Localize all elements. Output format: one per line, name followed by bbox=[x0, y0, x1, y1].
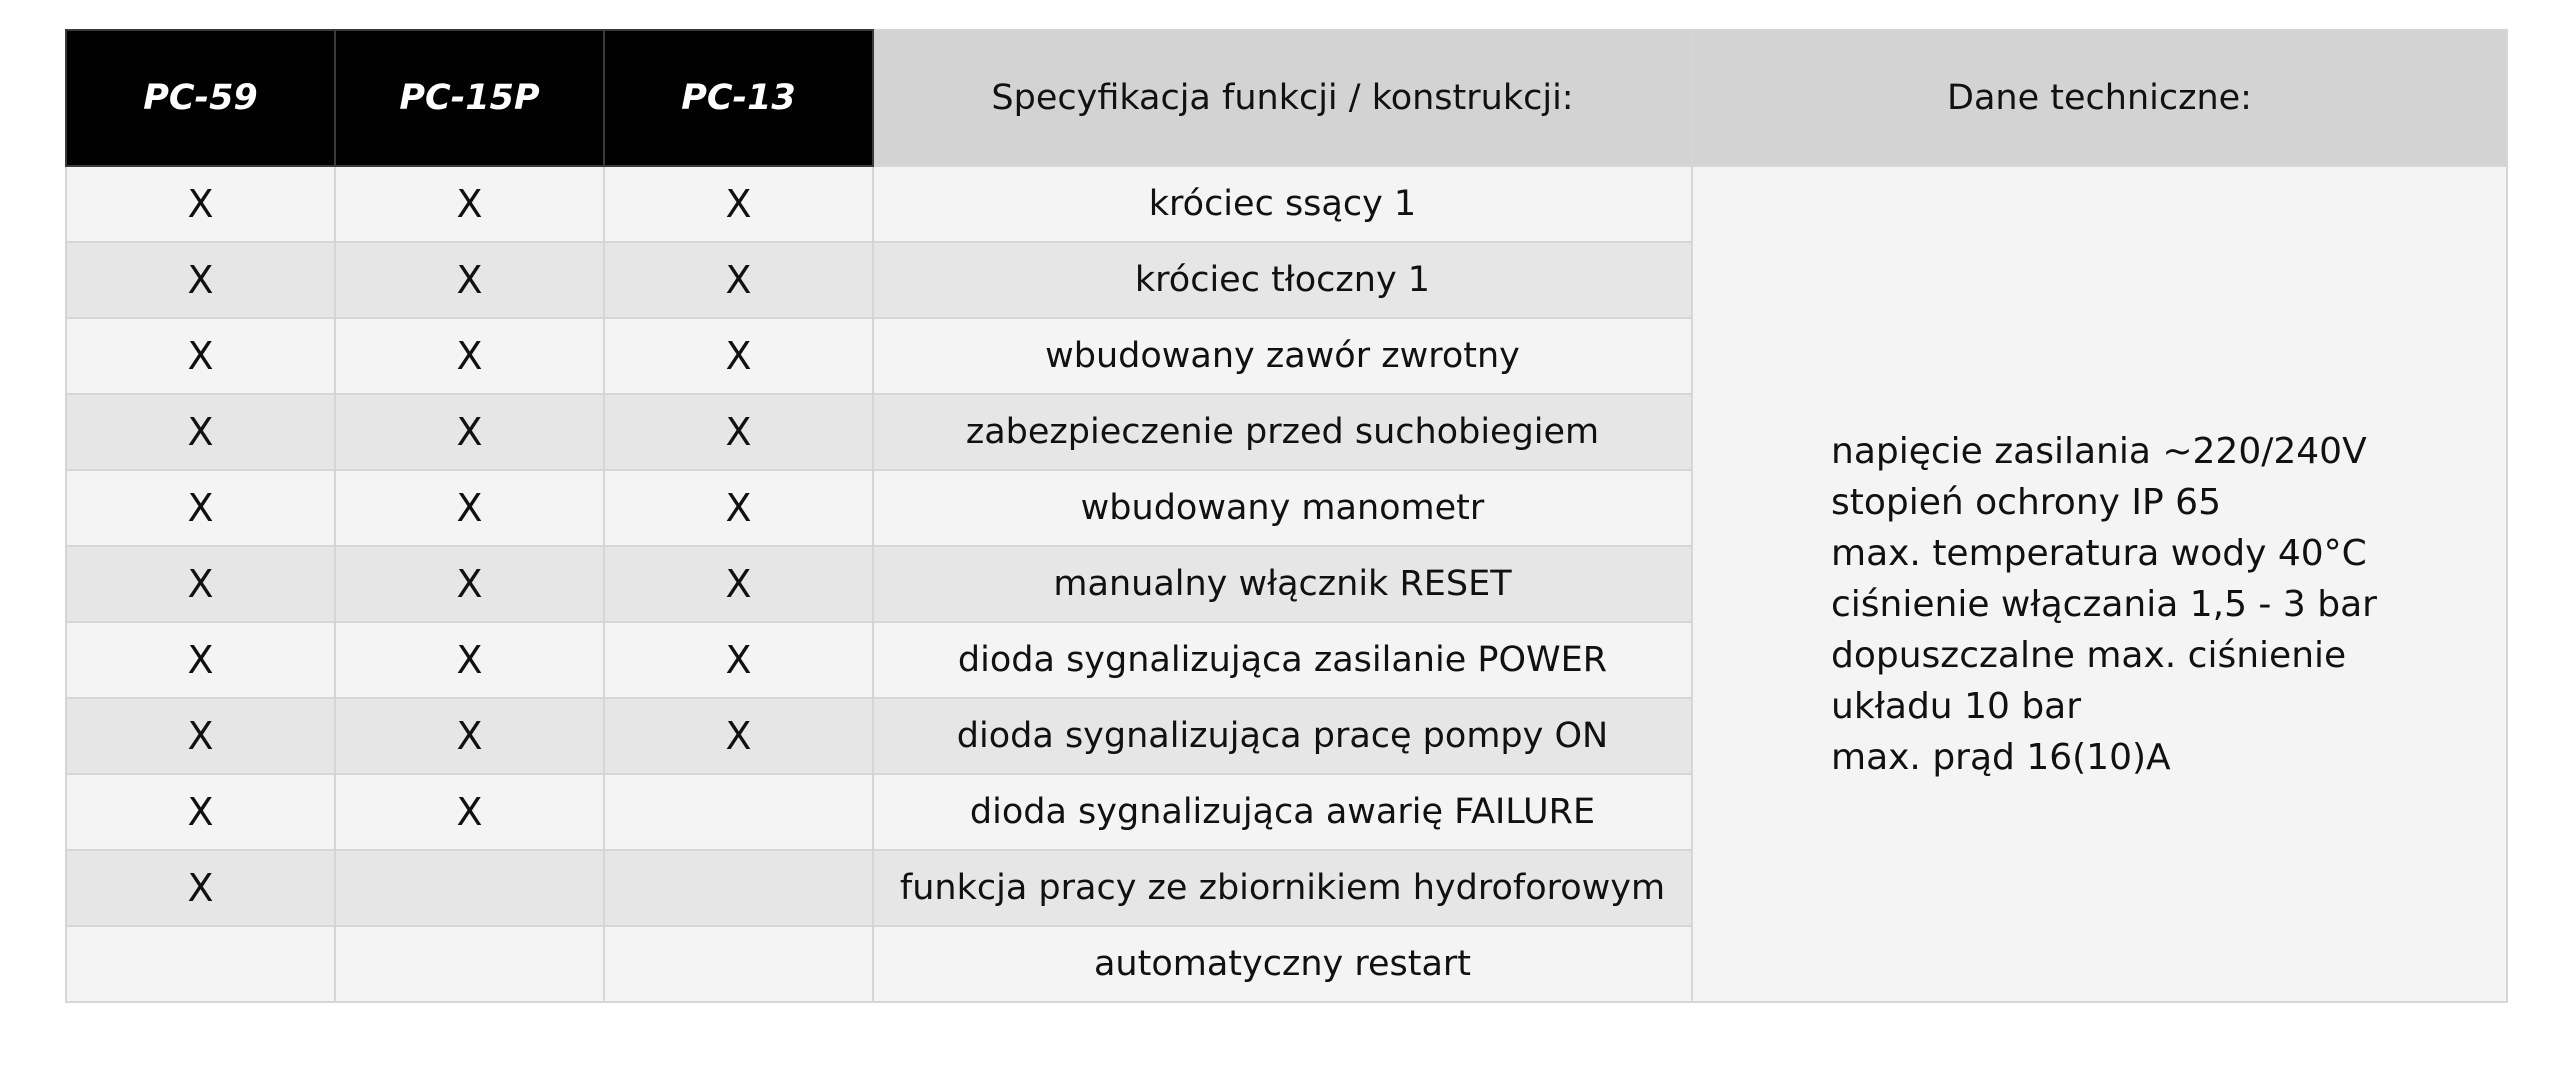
mark-cell-pc13 bbox=[604, 926, 873, 1002]
header-model-pc15p: PC-15P bbox=[335, 30, 604, 166]
feature-cell: zabezpieczenie przed suchobiegiem bbox=[873, 394, 1692, 470]
header-model-pc13: PC-13 bbox=[604, 30, 873, 166]
feature-cell: wbudowany manometr bbox=[873, 470, 1692, 546]
feature-cell: wbudowany zawór zwrotny bbox=[873, 318, 1692, 394]
table-header-row bbox=[66, 30, 2507, 166]
mark-cell-pc59: X bbox=[66, 318, 335, 394]
mark-cell-pc13: X bbox=[604, 698, 873, 774]
mark-cell-pc59: X bbox=[66, 698, 335, 774]
mark-cell-pc59: X bbox=[66, 242, 335, 318]
mark-cell-pc13: X bbox=[604, 166, 873, 242]
technical-data-line: układu 10 bar bbox=[1831, 685, 2082, 727]
feature-cell: króciec tłoczny 1 bbox=[873, 242, 1692, 318]
feature-cell: funkcja pracy ze zbiornikiem hydroforowym bbox=[873, 850, 1692, 926]
mark-cell-pc15p: X bbox=[335, 242, 604, 318]
mark-cell-pc15p bbox=[335, 850, 604, 926]
header-spec-title: Specyfikacja funkcji / konstrukcji: bbox=[873, 30, 1692, 166]
feature-cell: króciec ssący 1 bbox=[873, 166, 1692, 242]
mark-cell-pc59 bbox=[66, 926, 335, 1002]
mark-cell-pc15p: X bbox=[335, 698, 604, 774]
mark-cell-pc15p: X bbox=[335, 166, 604, 242]
mark-cell-pc13 bbox=[604, 774, 873, 850]
pump-spec-table bbox=[65, 29, 2508, 1003]
technical-data-cell bbox=[1692, 166, 2507, 1002]
technical-data-line: dopuszczalne max. ciśnienie bbox=[1831, 634, 2347, 676]
mark-cell-pc13: X bbox=[604, 242, 873, 318]
mark-cell-pc59: X bbox=[66, 394, 335, 470]
header-model-pc59: PC-59 bbox=[66, 30, 335, 166]
technical-data-line: ciśnienie włączania 1,5 - 3 bar bbox=[1831, 583, 2377, 625]
mark-cell-pc15p: X bbox=[335, 546, 604, 622]
technical-data-line: napięcie zasilania ~220/240V bbox=[1831, 430, 2367, 472]
mark-cell-pc15p bbox=[335, 926, 604, 1002]
technical-data-line: stopień ochrony IP 65 bbox=[1831, 481, 2221, 523]
feature-cell: automatyczny restart bbox=[873, 926, 1692, 1002]
feature-cell: dioda sygnalizująca awarię FAILURE bbox=[873, 774, 1692, 850]
mark-cell-pc13: X bbox=[604, 394, 873, 470]
feature-cell: manualny włącznik RESET bbox=[873, 546, 1692, 622]
mark-cell-pc59: X bbox=[66, 470, 335, 546]
mark-cell-pc15p: X bbox=[335, 318, 604, 394]
mark-cell-pc13 bbox=[604, 850, 873, 926]
mark-cell-pc15p: X bbox=[335, 774, 604, 850]
mark-cell-pc13: X bbox=[604, 622, 873, 698]
mark-cell-pc59: X bbox=[66, 774, 335, 850]
mark-cell-pc13: X bbox=[604, 546, 873, 622]
table-row bbox=[66, 166, 2507, 242]
mark-cell-pc15p: X bbox=[335, 622, 604, 698]
technical-data-line: max. prąd 16(10)A bbox=[1831, 736, 2171, 778]
feature-cell: dioda sygnalizująca zasilanie POWER bbox=[873, 622, 1692, 698]
mark-cell-pc13: X bbox=[604, 318, 873, 394]
mark-cell-pc13: X bbox=[604, 470, 873, 546]
technical-data-line: max. temperatura wody 40°C bbox=[1831, 532, 2367, 574]
mark-cell-pc15p: X bbox=[335, 470, 604, 546]
mark-cell-pc15p: X bbox=[335, 394, 604, 470]
mark-cell-pc59: X bbox=[66, 546, 335, 622]
mark-cell-pc59: X bbox=[66, 622, 335, 698]
mark-cell-pc59: X bbox=[66, 166, 335, 242]
feature-cell: dioda sygnalizująca pracę pompy ON bbox=[873, 698, 1692, 774]
header-tech-title: Dane techniczne: bbox=[1692, 30, 2507, 166]
mark-cell-pc59: X bbox=[66, 850, 335, 926]
